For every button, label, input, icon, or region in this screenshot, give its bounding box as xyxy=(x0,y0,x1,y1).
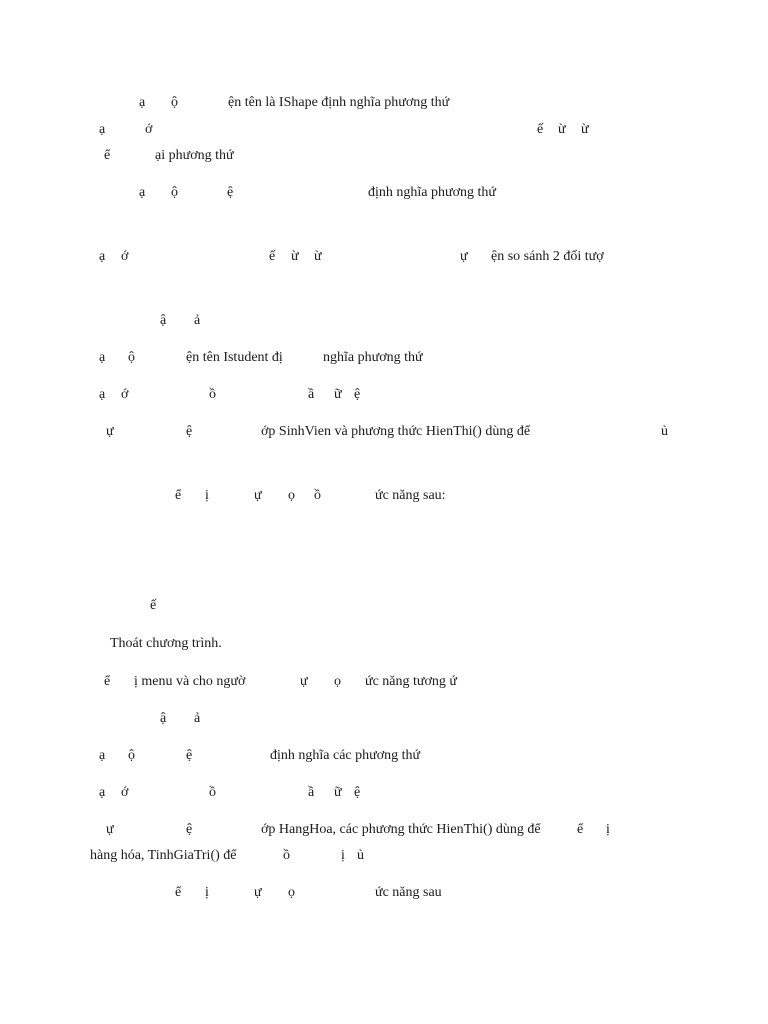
text-fragment: ầ xyxy=(308,785,315,800)
text-fragment: ớp SinhVien và phương thức HienThi() dùng để xyxy=(261,424,531,439)
text-fragment: ồ xyxy=(209,785,216,800)
text-fragment: ả xyxy=(194,711,201,726)
text-fragment: ủ xyxy=(357,848,364,863)
text-fragment: ớ xyxy=(145,122,153,137)
text-fragment: ệ xyxy=(186,424,193,439)
text-fragment: ệ xyxy=(354,387,361,402)
text-fragment: ị menu và cho ngườ xyxy=(134,674,246,689)
text-fragment: ự xyxy=(254,488,262,503)
text-fragment: ức năng tương ứ xyxy=(365,674,457,689)
text-fragment: ọ xyxy=(334,674,341,689)
text-fragment: ệ xyxy=(186,822,193,837)
text-fragment: ộ xyxy=(171,95,178,110)
text-fragment: ậ xyxy=(160,313,167,328)
text-fragment: Thoát chương trình. xyxy=(110,636,222,651)
text-fragment: ầ xyxy=(308,387,315,402)
text-fragment: ại phương thứ xyxy=(155,148,234,163)
text-fragment: ồ xyxy=(209,387,216,402)
text-fragment: ạ xyxy=(139,95,146,110)
text-fragment: ện so sánh 2 đối tượ xyxy=(491,249,604,264)
text-fragment: ệ xyxy=(227,185,234,200)
text-fragment: hàng hóa, TinhGiaTri() để xyxy=(90,848,237,863)
text-fragment: ồ xyxy=(283,848,290,863)
text-fragment: ạ xyxy=(99,748,106,763)
text-fragment: ậ xyxy=(160,711,167,726)
text-fragment: ọ xyxy=(288,885,295,900)
text-fragment: ự xyxy=(254,885,262,900)
text-fragment: ủ xyxy=(661,424,668,439)
text-fragment: ự xyxy=(106,424,114,439)
text-fragment: ức năng sau: xyxy=(375,488,446,503)
text-fragment: ớ xyxy=(121,249,129,264)
text-fragment: ộ xyxy=(171,185,178,200)
text-fragment: ạ xyxy=(99,249,106,264)
text-fragment: ạ xyxy=(139,185,146,200)
text-fragment: ừ xyxy=(558,122,566,137)
text-fragment: ớp HangHoa, các phương thức HienThi() dùng để xyxy=(261,822,541,837)
text-fragment: ị xyxy=(606,822,610,837)
text-fragment: ể xyxy=(577,822,584,837)
text-fragment: ạ xyxy=(99,350,106,365)
text-fragment: ọ xyxy=(288,488,295,503)
text-fragment: ự xyxy=(106,822,114,837)
text-fragment: ộ xyxy=(128,350,135,365)
text-fragment: ừ xyxy=(291,249,299,264)
text-fragment: ớ xyxy=(121,387,129,402)
text-fragment: ế xyxy=(269,249,276,264)
text-fragment: nghĩa phương thứ xyxy=(323,350,423,365)
text-fragment: ữ xyxy=(334,785,342,800)
text-fragment: ể xyxy=(104,674,111,689)
text-fragment: ể xyxy=(175,885,182,900)
text-fragment: ạ xyxy=(99,785,106,800)
text-fragment: ữ xyxy=(334,387,342,402)
text-fragment: định nghĩa phương thứ xyxy=(368,185,496,200)
text-fragment: ừ xyxy=(314,249,322,264)
text-fragment: ị xyxy=(205,488,209,503)
text-fragment: ự xyxy=(300,674,308,689)
text-fragment: ế xyxy=(537,122,544,137)
text-fragment: ện tên là IShape định nghĩa phương thứ xyxy=(228,95,450,110)
text-fragment: ồ xyxy=(314,488,321,503)
text-fragment: ạ xyxy=(99,122,106,137)
text-fragment: ị xyxy=(341,848,345,863)
text-fragment: ệ xyxy=(354,785,361,800)
text-fragment: ả xyxy=(194,313,201,328)
text-fragment: ừ xyxy=(581,122,589,137)
text-fragment: ệ xyxy=(186,748,193,763)
text-fragment: ện tên Istudent đị xyxy=(186,350,283,365)
text-fragment: ế xyxy=(150,598,157,613)
text-fragment: ể xyxy=(175,488,182,503)
text-fragment: ị xyxy=(205,885,209,900)
text-fragment: ể xyxy=(104,148,111,163)
text-fragment: ức năng sau xyxy=(375,885,442,900)
text-fragment: ớ xyxy=(121,785,129,800)
text-fragment: ự xyxy=(460,249,468,264)
text-fragment: định nghĩa các phương thứ xyxy=(270,748,421,763)
text-fragment: ạ xyxy=(99,387,106,402)
text-fragment: ộ xyxy=(128,748,135,763)
